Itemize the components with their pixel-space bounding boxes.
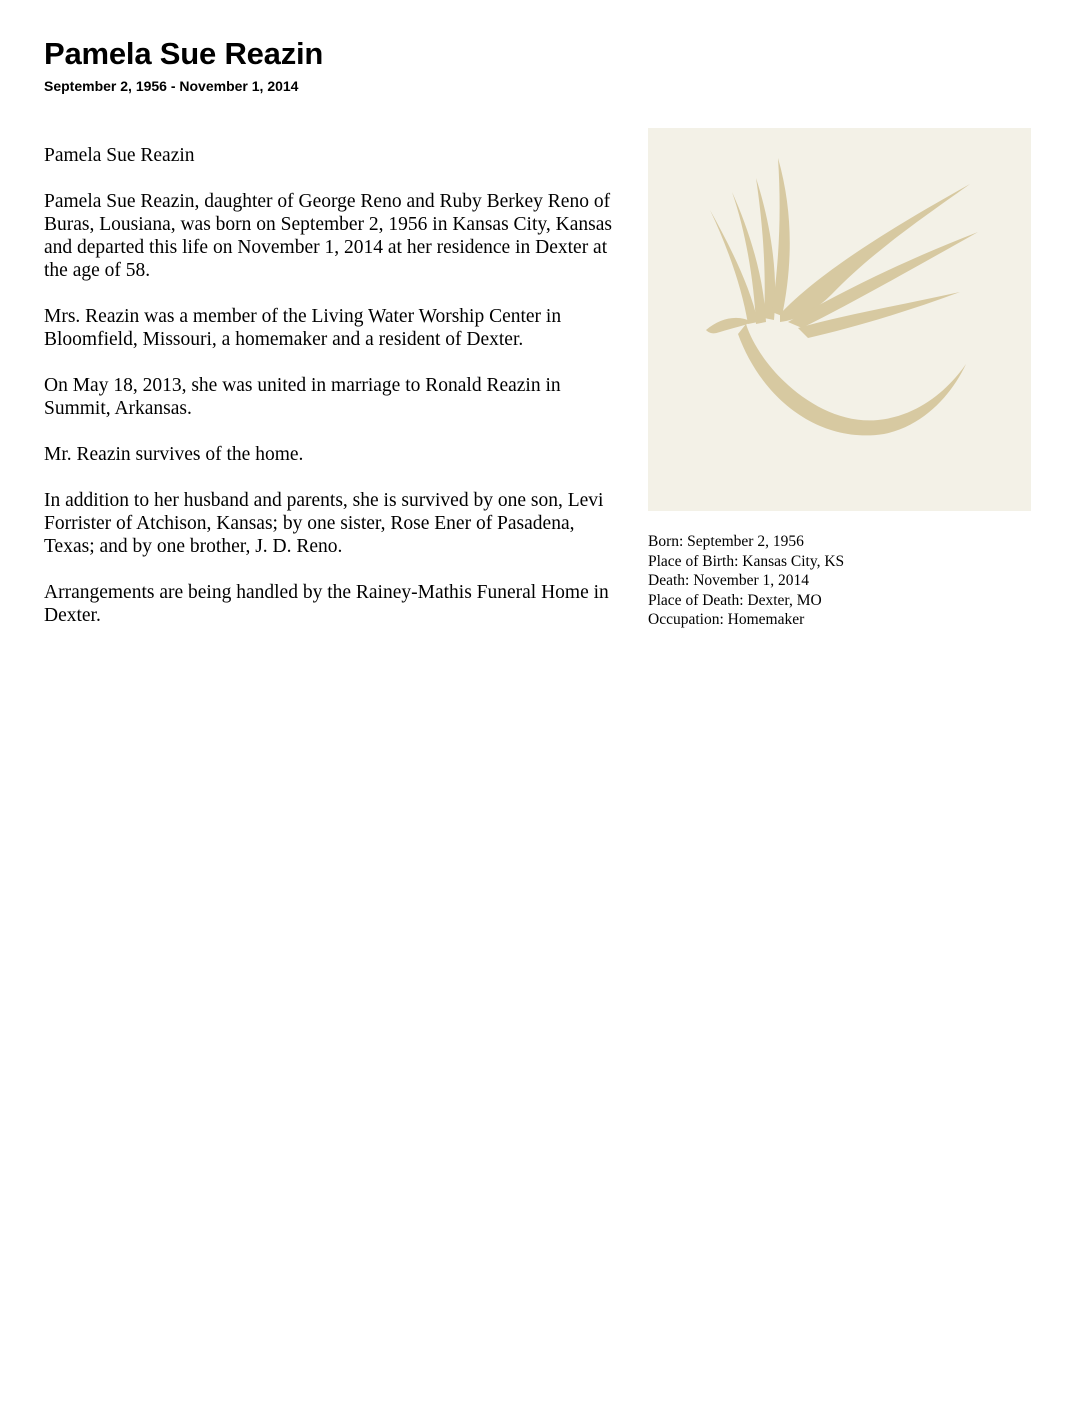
memorial-image: [648, 128, 1031, 511]
vital-facts: [648, 532, 1048, 630]
obituary-paragraph: Pamela Sue Reazin: [44, 145, 195, 166]
occupation-fact: Occupation: Homemaker: [648, 611, 805, 628]
obituary-paragraph: In addition to her husband and parents, she is survived by one son, Levi Forrister of Atchison, Kansas; by one sister, Rose Ener of Pasadena, Texas; and by one brother, J. D. Reno.: [44, 490, 604, 557]
page-title: Pamela Sue Reazin: [44, 36, 324, 71]
life-dates: September 2, 1956 - November 1, 2014: [44, 78, 299, 94]
place-of-death-fact: Place of Death: Dexter, MO: [648, 591, 822, 609]
obituary-paragraph: On May 18, 2013, she was united in marriage to Ronald Reazin in Summit, Arkansas.: [44, 375, 561, 419]
obituary-text: [44, 144, 614, 650]
obituary-header: [44, 34, 323, 96]
obituary-paragraph: Mr. Reazin survives of the home.: [44, 444, 304, 465]
obituary-paragraph: Arrangements are being handled by the Rainey-Mathis Funeral Home in Dexter.: [44, 582, 609, 626]
obituary-paragraph: Mrs. Reazin was a member of the Living Water Worship Center in Bloomfield, Missouri, a homemaker and a resident of Dexter.: [44, 306, 562, 350]
dove-icon: [648, 128, 1031, 511]
born-fact: Born: September 2, 1956: [648, 533, 804, 550]
death-fact: Death: November 1, 2014: [648, 572, 809, 589]
obituary-paragraph: Pamela Sue Reazin, daughter of George Reno and Ruby Berkey Reno of Buras, Lousiana, was born on September 2, 1956 in Kansas City, Kansas and departed this life on November 1, 2014 at her residence in Dexter at the age of 58.: [44, 191, 612, 281]
place-of-birth-fact: Place of Birth: Kansas City, KS: [648, 552, 845, 570]
